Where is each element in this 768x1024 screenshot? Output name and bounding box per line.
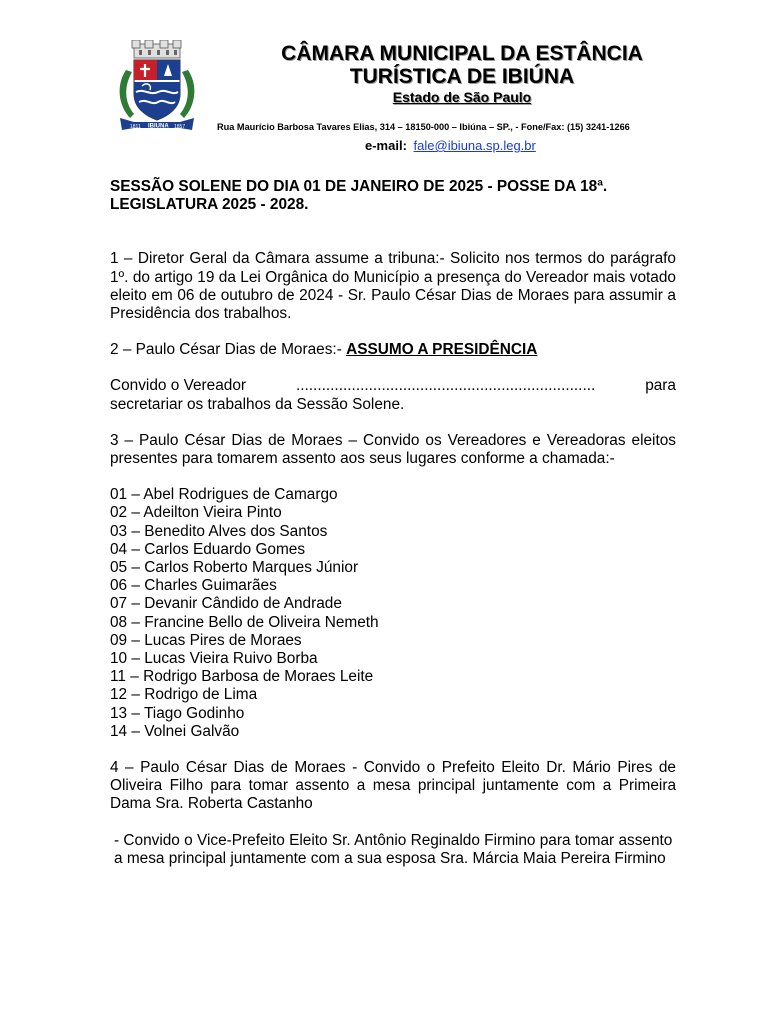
list-item: 04 – Carlos Eduardo Gomes [110, 540, 306, 558]
list-item: 07 – Devanir Cândido de Andrade [110, 595, 342, 613]
list-item: 01 – Abel Rodrigues de Camargo [110, 486, 338, 504]
paragraph-4: 4 – Paulo César Dias de Moraes - Convido o Prefeito Eleito Dr. Mário Pires de Oliveira Filho para tomar assento a mesa principal juntamente com a Primeira Dama Sra. Roberta Castanho [110, 759, 676, 813]
chamber-address: Rua Maurício Barbosa Tavares Elias, 314 – 18150-000 – Ibiúna – SP., - Fone/Fax: (15) 3241-1266 [217, 122, 630, 132]
document-body [110, 178, 676, 886]
list-item: 08 – Francine Bello de Oliveira Nemeth [110, 613, 379, 631]
chamber-title-line1: CÂMARA MUNICIPAL DA ESTÂNCIA [281, 42, 643, 65]
paragraph-2-text: 2 – Paulo César Dias de Moraes:- [110, 341, 347, 359]
list-item: 12 – Rodrigo de Lima [110, 686, 258, 704]
paragraph-2 [110, 341, 676, 359]
svg-text:1811: 1811 [130, 124, 141, 130]
letterhead [0, 0, 768, 160]
list-item: 11 – Rodrigo Barbosa de Moraes Leite [110, 668, 374, 686]
list-item: 10 – Lucas Vieira Ruivo Borba [110, 650, 318, 668]
invite-right-text: para [645, 377, 676, 395]
councilor-list [110, 486, 676, 741]
municipal-crest-icon [112, 40, 202, 132]
svg-text:IBIUNA: IBIUNA [148, 123, 169, 130]
invite-line2: secretariar os trabalhos da Sessão Solene. [110, 395, 405, 413]
list-item: 09 – Lucas Pires de Moraes [110, 631, 302, 649]
paragraph-3: 3 – Paulo César Dias de Moraes – Convido os Vereadores e Vereadoras eleitos presentes para tomarem assento aos seus lugares conforme a chamada:- [110, 431, 676, 468]
chamber-title-line2: TURÍSTICA DE IBIÚNA [349, 65, 575, 88]
list-item: 05 – Carlos Roberto Marques Júnior [110, 559, 359, 577]
list-item: 06 – Charles Guimarães [110, 577, 277, 595]
invite-left-text: Convido o Vereador [110, 377, 247, 395]
list-item: 03 – Benedito Alves dos Santos [110, 522, 328, 540]
paragraph-5: - Convido o Vice-Prefeito Eleito Sr. Antônio Reginaldo Firmino para tomar assento a mesa principal juntamente com a sua esposa Sra. Márcia Maia Pereira Firmino [114, 831, 673, 867]
svg-text:1857: 1857 [174, 124, 186, 130]
email-line [365, 138, 536, 153]
presidency-statement: ASSUMO A PRESIDÊNCIA [346, 341, 538, 359]
blank-line-dots: ...................................................................... [295, 377, 596, 395]
state-subtitle: Estado de São Paulo [392, 89, 532, 105]
invite-secretary-paragraph [110, 377, 676, 413]
paragraph-1: 1 – Diretor Geral da Câmara assume a tribuna:- Solicito nos termos do parágrafo 1º. do artigo 19 da Lei Orgânica do Município a presença do Vereador mais votado eleito em 06 de outubro de 2024 - Sr. Paulo César Dias de Moraes para assumir a Presidência dos trabalhos. [110, 250, 676, 323]
list-item: 13 – Tiago Godinho [110, 704, 245, 722]
email-link[interactable]: fale@ibiuna.sp.leg.br [413, 138, 536, 153]
list-item: 02 – Adeilton Vieira Pinto [110, 504, 282, 522]
session-heading: SESSÃO SOLENE DO DIA 01 DE JANEIRO DE 2025 - POSSE DA 18ª. LEGISLATURA 2025 - 2028. [110, 178, 608, 214]
email-label: e-mail: [365, 138, 407, 153]
list-item: 14 – Volnei Galvão [110, 722, 240, 740]
